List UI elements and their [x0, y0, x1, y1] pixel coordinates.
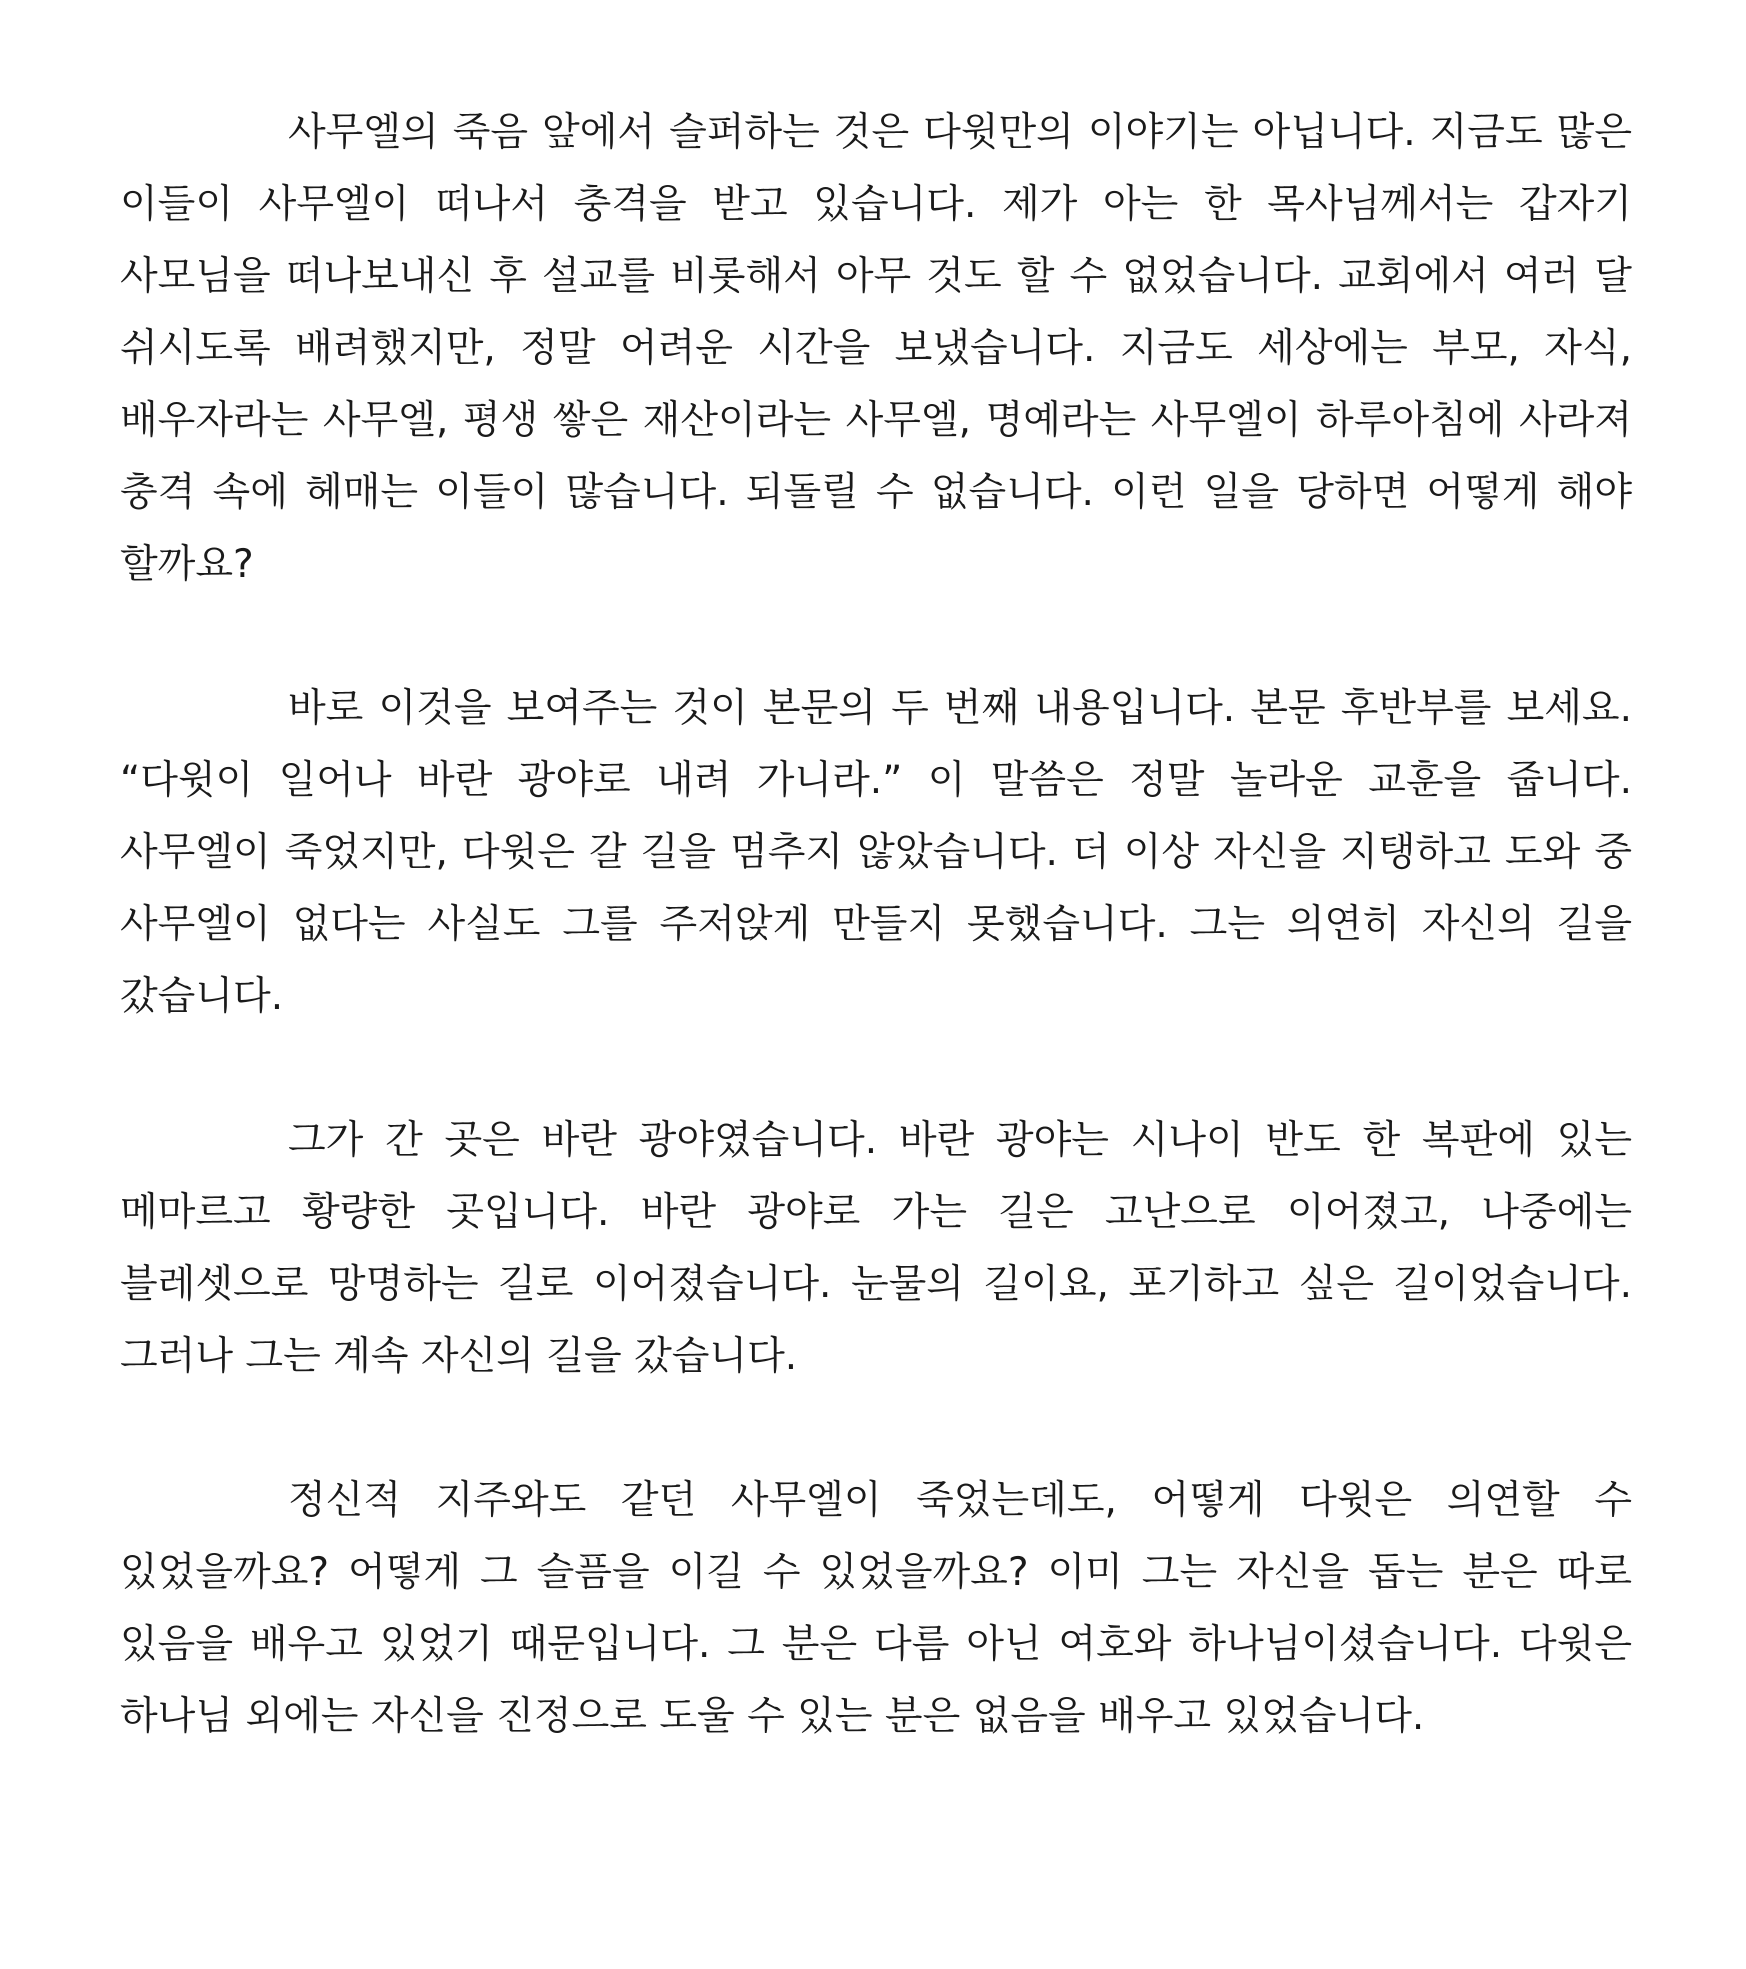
- paragraph-3: 그가 간 곳은 바란 광야였습니다. 바란 광야는 시나이 반도 한 복판에 있는 메마르고 황량한 곳입니다. 바란 광야로 가는 길은 고난으로 이어졌고, 나중에는 블레셋으로 망명하는 길로 이어졌습니다. 눈물의 길이요, 포기하고 싶은 길이었습니다. 그러나 그는 계속 자신의 길을 갔습니다.: [120, 1118, 1632, 1379]
- paragraph-4: 정신적 지주와도 같던 사무엘이 죽었는데도, 어떻게 다윗은 의연할 수 있었을까요? 어떻게 그 슬픔을 이길 수 있었을까요? 이미 그는 자신을 돕는 분은 따로 있음을 배우고 있었기 때문입니다. 그 분은 다름 아닌 여호와 하나님이셨습니다. 다윗은 하나님 외에는 자신을 진정으로 도울 수 있는 분은 없음을 배우고 있었습니다.: [120, 1478, 1632, 1739]
- paragraph-2: 바로 이것을 보여주는 것이 본문의 두 번째 내용입니다. 본문 후반부를 보세요. “다윗이 일어나 바란 광야로 내려 가니라.” 이 말씀은 정말 놀라운 교훈을 줍니다. 사무엘이 죽었지만, 다윗은 갈 길을 멈추지 않았습니다. 더 이상 자신을 지탱하고 도와 중 사무엘이 없다는 사실도 그를 주저앉게 만들지 못했습니다. 그는 의연히 자신의 길을 갔습니다.: [120, 686, 1632, 1019]
- body-text: [120, 97, 1632, 1825]
- paragraph-1: 사무엘의 죽음 앞에서 슬퍼하는 것은 다윗만의 이야기는 아닙니다. 지금도 많은 이들이 사무엘이 떠나서 충격을 받고 있습니다. 제가 아는 한 목사님께서는 갑자기 사모님을 떠나보내신 후 설교를 비롯해서 아무 것도 할 수 없었습니다. 교회에서 여러 달 쉬시도록 배려했지만, 정말 어려운 시간을 보냈습니다. 지금도 세상에는 부모, 자식, 배우자라는 사무엘, 평생 쌓은 재산이라는 사무엘, 명예라는 사무엘이 하루아침에 사라져 충격 속에 헤매는 이들이 많습니다. 되돌릴 수 없습니다. 이런 일을 당하면 어떻게 해야 할까요?: [120, 110, 1632, 587]
